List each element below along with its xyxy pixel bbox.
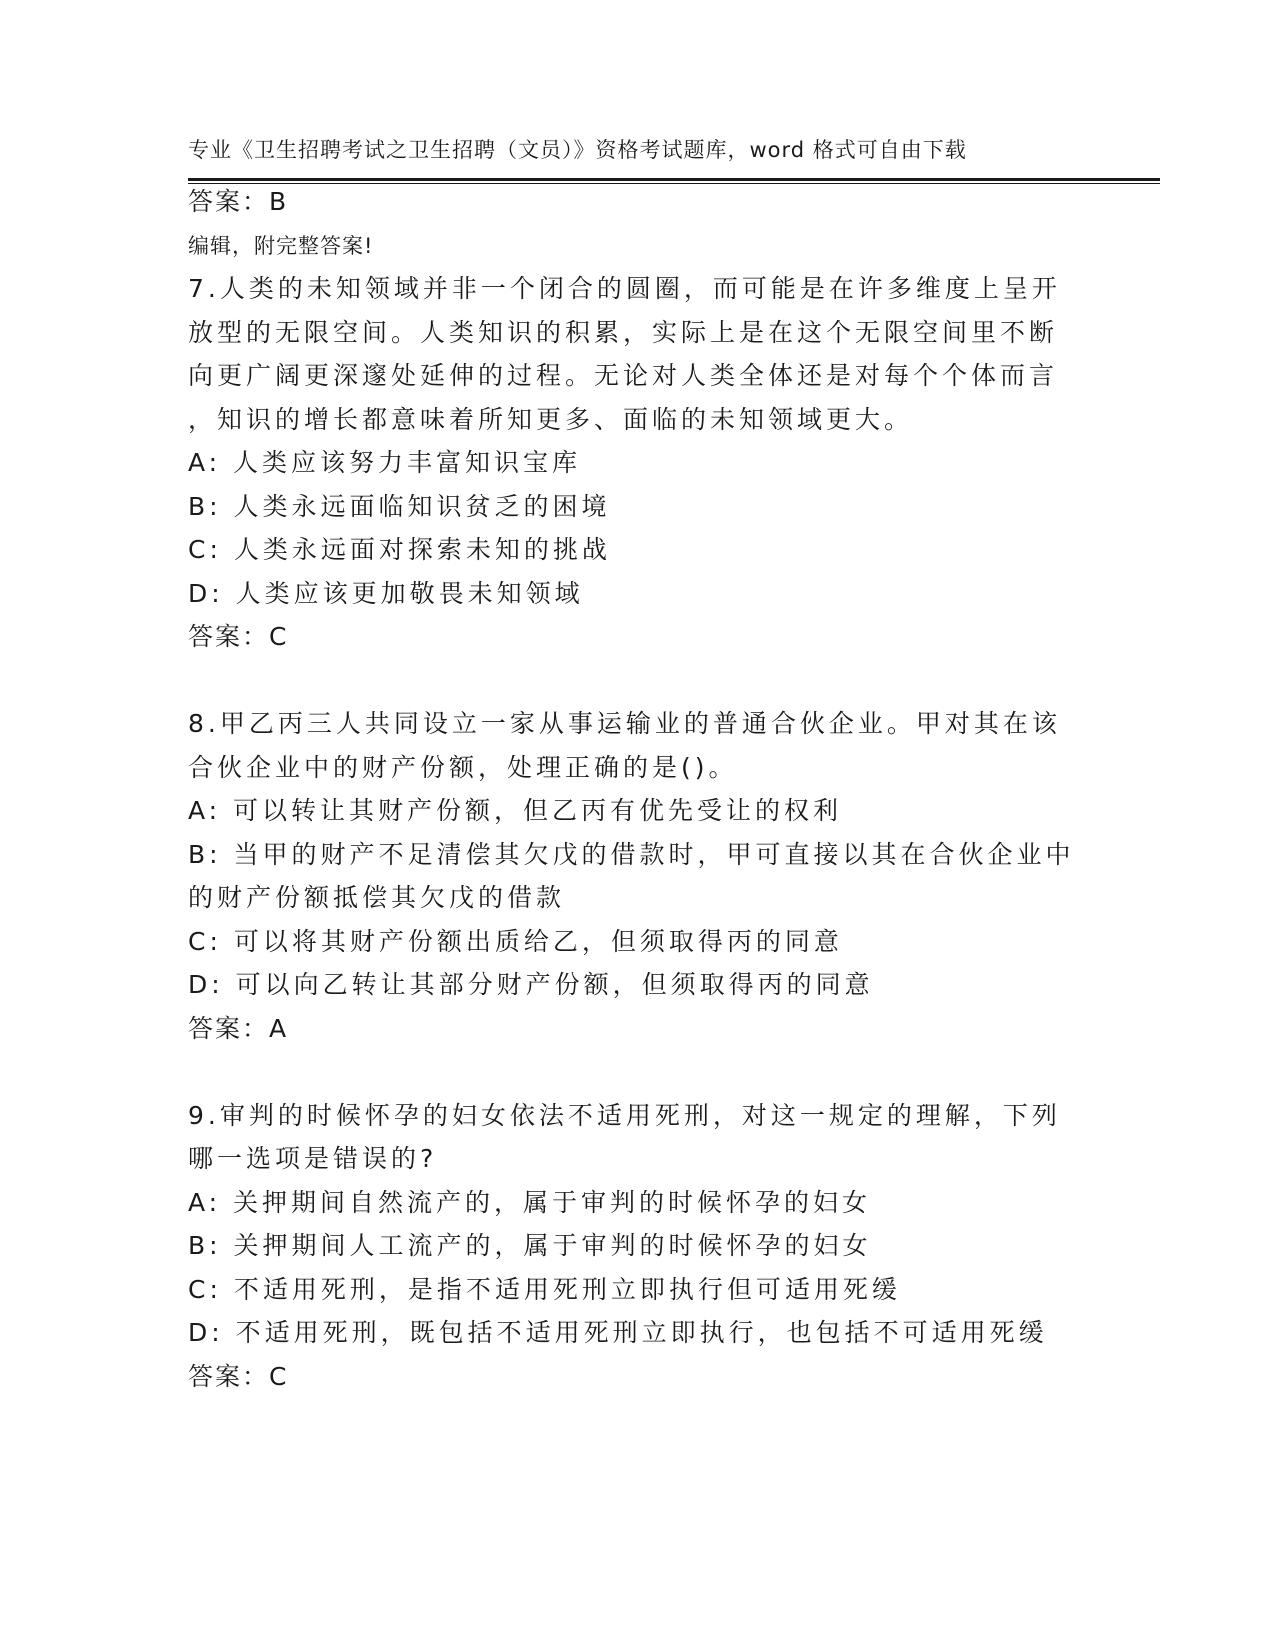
header-rule-thin — [188, 183, 1160, 184]
q7-stem-line-3: 向更广阔更深邃处延伸的过程。无论对人类全体还是对每个个体而言 — [188, 361, 1059, 390]
q7-stem-line-1: 7.人类的未知领域并非一个闭合的圆圈，而可能是在许多维度上呈开 — [188, 274, 1061, 303]
q8-option-b: B: 当甲的财产不足清偿其欠戊的借款时，甲可直接以其在合伙企业中 — [188, 840, 1075, 869]
q8-stem-line-2: 合伙企业中的财产份额，处理正确的是()。 — [188, 753, 738, 782]
q7-stem-line-2: 放型的无限空间。人类知识的积累，实际上是在这个无限空间里不断 — [188, 318, 1059, 347]
q7-stem-line-4: ，知识的增长都意味着所知更多、面临的未知领域更大。 — [188, 405, 914, 434]
q8-stem-line-1: 8.甲乙丙三人共同设立一家从事运输业的普通合伙企业。甲对其在该 — [188, 709, 1061, 738]
q8-option-d: D: 可以向乙转让其部分财产份额，但须取得丙的同意 — [188, 970, 874, 999]
q9-stem-line-1: 9.审判的时候怀孕的妇女依法不适用死刑，对这一规定的理解，下列 — [188, 1101, 1061, 1130]
q9-option-a: A: 关押期间自然流产的，属于审判的时候怀孕的妇女 — [188, 1188, 872, 1217]
q7-option-d: D: 人类应该更加敬畏未知领域 — [188, 579, 584, 608]
q7-answer: 答案：C — [188, 622, 289, 651]
q9-option-c: C: 不适用死刑，是指不适用死刑立即执行但可适用死缓 — [188, 1275, 901, 1304]
q9-answer: 答案：C — [188, 1362, 289, 1391]
q9-option-d: D: 不适用死刑，既包括不适用死刑立即执行，也包括不可适用死缓 — [188, 1318, 1048, 1347]
q9-option-b: B: 关押期间人工流产的，属于审判的时候怀孕的妇女 — [188, 1231, 872, 1260]
header-line-2: 编辑，附完整答案! — [188, 234, 374, 258]
q7-option-b: B: 人类永远面临知识贫乏的困境 — [188, 492, 611, 521]
q9-stem-line-2: 哪一选项是错误的? — [188, 1144, 438, 1173]
q8-option-a: A: 可以转让其财产份额，但乙丙有优先受让的权利 — [188, 796, 843, 825]
q8-answer: 答案：A — [188, 1014, 289, 1043]
previous-answer: 答案：B — [188, 187, 289, 216]
q7-option-c: C: 人类永远面对探索未知的挑战 — [188, 535, 611, 564]
q8-option-b-continued: 的财产份额抵偿其欠戊的借款 — [188, 883, 566, 912]
q8-option-c: C: 可以将其财产份额出质给乙，但须取得丙的同意 — [188, 927, 843, 956]
header-rule-thick — [188, 178, 1160, 181]
q7-option-a: A: 人类应该努力丰富知识宝库 — [188, 448, 582, 477]
header-line-1: 专业《卫生招聘考试之卫生招聘（文员）》资格考试题库，word 格式可自由下载 — [188, 138, 967, 162]
